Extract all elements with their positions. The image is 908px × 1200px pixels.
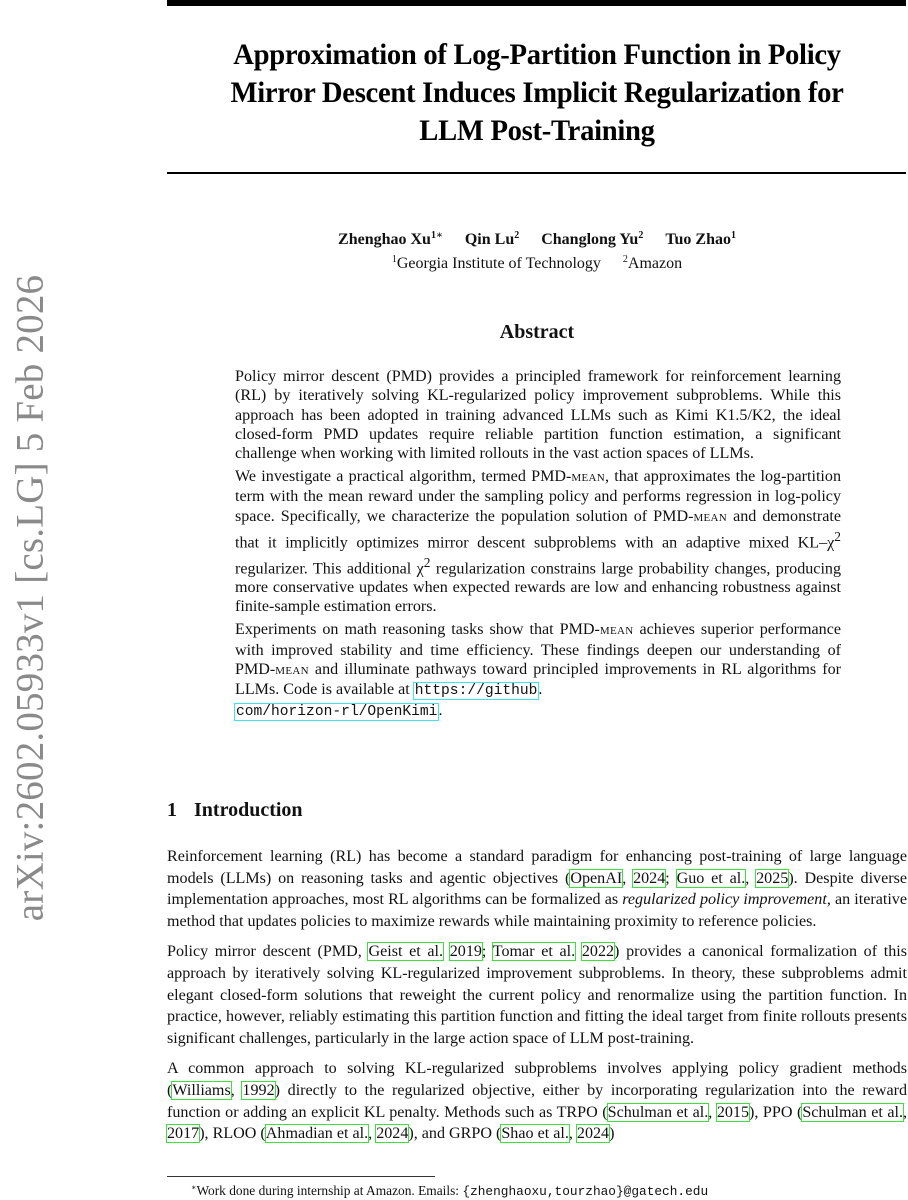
footnote-emails: {zhenghaoxu,tourzhao}@gatech.edu	[462, 1184, 709, 1199]
text: ,	[622, 869, 634, 887]
citation-year-link[interactable]: 2024	[576, 1125, 610, 1143]
author-name: Changlong Yu	[541, 231, 639, 248]
abstract-paragraph-2	[235, 467, 841, 617]
text: ,	[568, 1125, 577, 1143]
text: , an iterative method that updates policies to maximize rewards while maintaining proximity to reference policies.	[167, 891, 907, 931]
footnote-marker: ∗	[191, 1183, 197, 1192]
title-line-1: Approximation of Log-Partition Function in Policy	[233, 39, 841, 71]
text: ,	[745, 869, 757, 887]
footnote-text: Work done during internship at Amazon. Emails:	[196, 1183, 463, 1198]
author-3	[541, 231, 643, 248]
author-affil-mark: 1	[730, 230, 736, 241]
text: ;	[481, 943, 493, 961]
affil-mark: 1	[391, 254, 397, 265]
text: , that approximates the log-partition term with the mean reward under the sampling policy and performs regression in log-policy space. Specifically, we characterize the population solution of PMD-	[235, 467, 841, 525]
citation-year-link[interactable]: 2024	[376, 1125, 409, 1143]
text: .	[438, 702, 443, 720]
abstract-body	[235, 367, 841, 726]
title-line-2: Mirror Descent Induces Implicit Regularization for	[230, 77, 844, 109]
section-title-text: Introduction	[194, 799, 303, 821]
text: and illuminate pathways toward principled improvements in RL algorithms for LLMs. Code is available at	[235, 660, 841, 699]
text: ,	[902, 1103, 908, 1121]
abstract-paragraph-1: Policy mirror descent (PMD) provides a principled framework for reinforcement learning (RL) by iteratively solving KL-regularized policy improvement subproblems. While this approach has been adopted in training advanced LLMs such as Kimi K1.5/K2, the ideal closed-form PMD updates require reliable partition function estimation, a significant challenge when working with limited rollouts in the vast action spaces of LLMs.	[235, 368, 841, 463]
citation-link[interactable]: Geist et al.	[368, 943, 444, 961]
author-affil-mark: 2	[638, 230, 644, 241]
citation-link[interactable]: Guo et al.	[676, 869, 746, 887]
text: Experiments on math reasoning tasks show that PMD-	[235, 621, 600, 639]
citation-year-link[interactable]: 1992	[242, 1081, 275, 1099]
text	[575, 943, 582, 960]
author-affil-mark: 1∗	[430, 230, 443, 241]
text: ;	[665, 869, 677, 887]
affiliations	[167, 250, 907, 274]
citation-link[interactable]: Tomar et al.	[492, 943, 576, 961]
intro-paragraph-3	[167, 1058, 907, 1145]
text: ) provides a canonical formalization of this approach by iteratively solving KL-regularized improvement subproblems. In theory, these subproblems admit elegant closed-form solutions that reweight the current policy and renormalize using the partition function. In practice, however, reliably estimating this partition function and fitting the ideal target from finite rollouts presents significant challenges, particularly in the large action space of LLM post-training.	[167, 943, 907, 1048]
text: )	[609, 1125, 615, 1143]
text: regularizer. This additional χ	[235, 559, 424, 577]
text: ), PPO (	[749, 1103, 803, 1121]
citation-year-link[interactable]: 2024	[633, 869, 666, 887]
citation-year-link[interactable]: 2025	[756, 869, 789, 887]
text: Policy mirror descent (PMD,	[167, 943, 369, 961]
author-affil-mark: 2	[514, 230, 520, 241]
affil-name: Amazon	[627, 255, 683, 272]
intro-paragraph-2	[167, 941, 907, 1050]
superscript: 2	[423, 554, 431, 570]
citation-year-link[interactable]: 2017	[167, 1125, 200, 1143]
text	[443, 943, 450, 960]
citation-year-link[interactable]: 2019	[449, 943, 482, 961]
method-name-smallcaps: mean	[599, 622, 634, 639]
text: ), RLOO (	[199, 1125, 266, 1143]
citation-link[interactable]: Schulman et al.	[607, 1103, 709, 1121]
title-bottom-rule	[167, 172, 906, 174]
method-name-smallcaps: mean	[571, 468, 605, 485]
citation-year-link[interactable]: 2015	[716, 1103, 750, 1121]
citation-link[interactable]: Shao et al.	[501, 1125, 569, 1143]
citation-link[interactable]: Ahmadian et al.	[265, 1125, 369, 1143]
footnote	[191, 1180, 708, 1200]
text: achieves superior performance with improved stability and time efficiency. These findings deepen our understanding of PMD-	[235, 621, 841, 678]
intro-paragraph-1	[167, 846, 907, 933]
text: ,	[230, 1081, 243, 1099]
author-2	[465, 231, 519, 248]
method-name-smallcaps: mean	[275, 661, 309, 678]
citation-link[interactable]: Williams	[172, 1081, 231, 1099]
arxiv-identifier-stamp	[0, 0, 60, 1200]
abstract-paragraph-3	[235, 620, 841, 722]
method-name-smallcaps: mean	[693, 508, 728, 525]
author-name: Zhenghao Xu	[338, 231, 431, 248]
text: ,	[708, 1103, 717, 1121]
author-4	[665, 231, 736, 248]
text: A common approach to solving KL-regularized subproblems involves applying policy gradient methods (	[167, 1060, 907, 1099]
citation-link[interactable]: Schulman et al.	[802, 1103, 903, 1121]
introduction-body	[167, 846, 907, 1153]
author-names	[167, 226, 907, 250]
author-1	[338, 231, 443, 248]
affiliation-2	[623, 255, 682, 272]
text: ), and GRPO (	[408, 1125, 502, 1143]
citation-link[interactable]: OpenAI	[570, 869, 623, 887]
title-line-3: LLM Post-Training	[419, 115, 655, 147]
code-url-link-part-2[interactable]: com/horizon-rl/OpenKimi	[236, 704, 438, 721]
text: We investigate a practical algorithm, termed PMD-	[235, 467, 572, 485]
section-number: 1	[167, 799, 177, 821]
arxiv-stamp-text: arXiv:2602.05933v1 [cs.LG] 5 Feb 2026	[8, 274, 52, 922]
title-top-rule	[167, 0, 906, 6]
text: regularization constrains large probability changes, producing more conservative updates when expected rewards are low and enhancing robustness against finite-sample estimation errors.	[235, 559, 842, 616]
author-name: Tuo Zhao	[665, 231, 731, 248]
text: .	[538, 681, 543, 699]
emphasized-term: regularized policy improvement	[622, 891, 827, 909]
section-heading-introduction	[167, 798, 303, 822]
superscript: 2	[834, 528, 841, 544]
text: ,	[368, 1125, 377, 1143]
code-url-link-part-1[interactable]: https://github	[414, 683, 538, 700]
author-block	[167, 226, 907, 274]
text: ) directly to the regularized objective, either by incorporating regularization into the reward function or adding an explicit KL penalty. Methods such as TRPO (	[167, 1081, 907, 1121]
abstract-heading: Abstract	[499, 321, 575, 343]
footnote-divider	[167, 1176, 435, 1177]
paper-title	[178, 36, 896, 150]
text: and demonstrate that it implicitly optimizes mirror descent subproblems with an adaptive mixed KL–χ	[235, 507, 842, 552]
author-name: Qin Lu	[464, 231, 515, 248]
text: ). Despite diverse implementation approaches, most RL algorithms can be formalized as	[167, 869, 908, 909]
affiliation-1	[392, 255, 601, 272]
affil-mark: 2	[622, 254, 628, 265]
text: Reinforcement learning (RL) has become a standard paradigm for enhancing post-training of large language models (LLMs) on reasoning tasks and agentic objectives (	[167, 848, 907, 887]
affil-name: Georgia Institute of Technology	[396, 255, 601, 272]
citation-year-link[interactable]: 2022	[581, 943, 615, 961]
